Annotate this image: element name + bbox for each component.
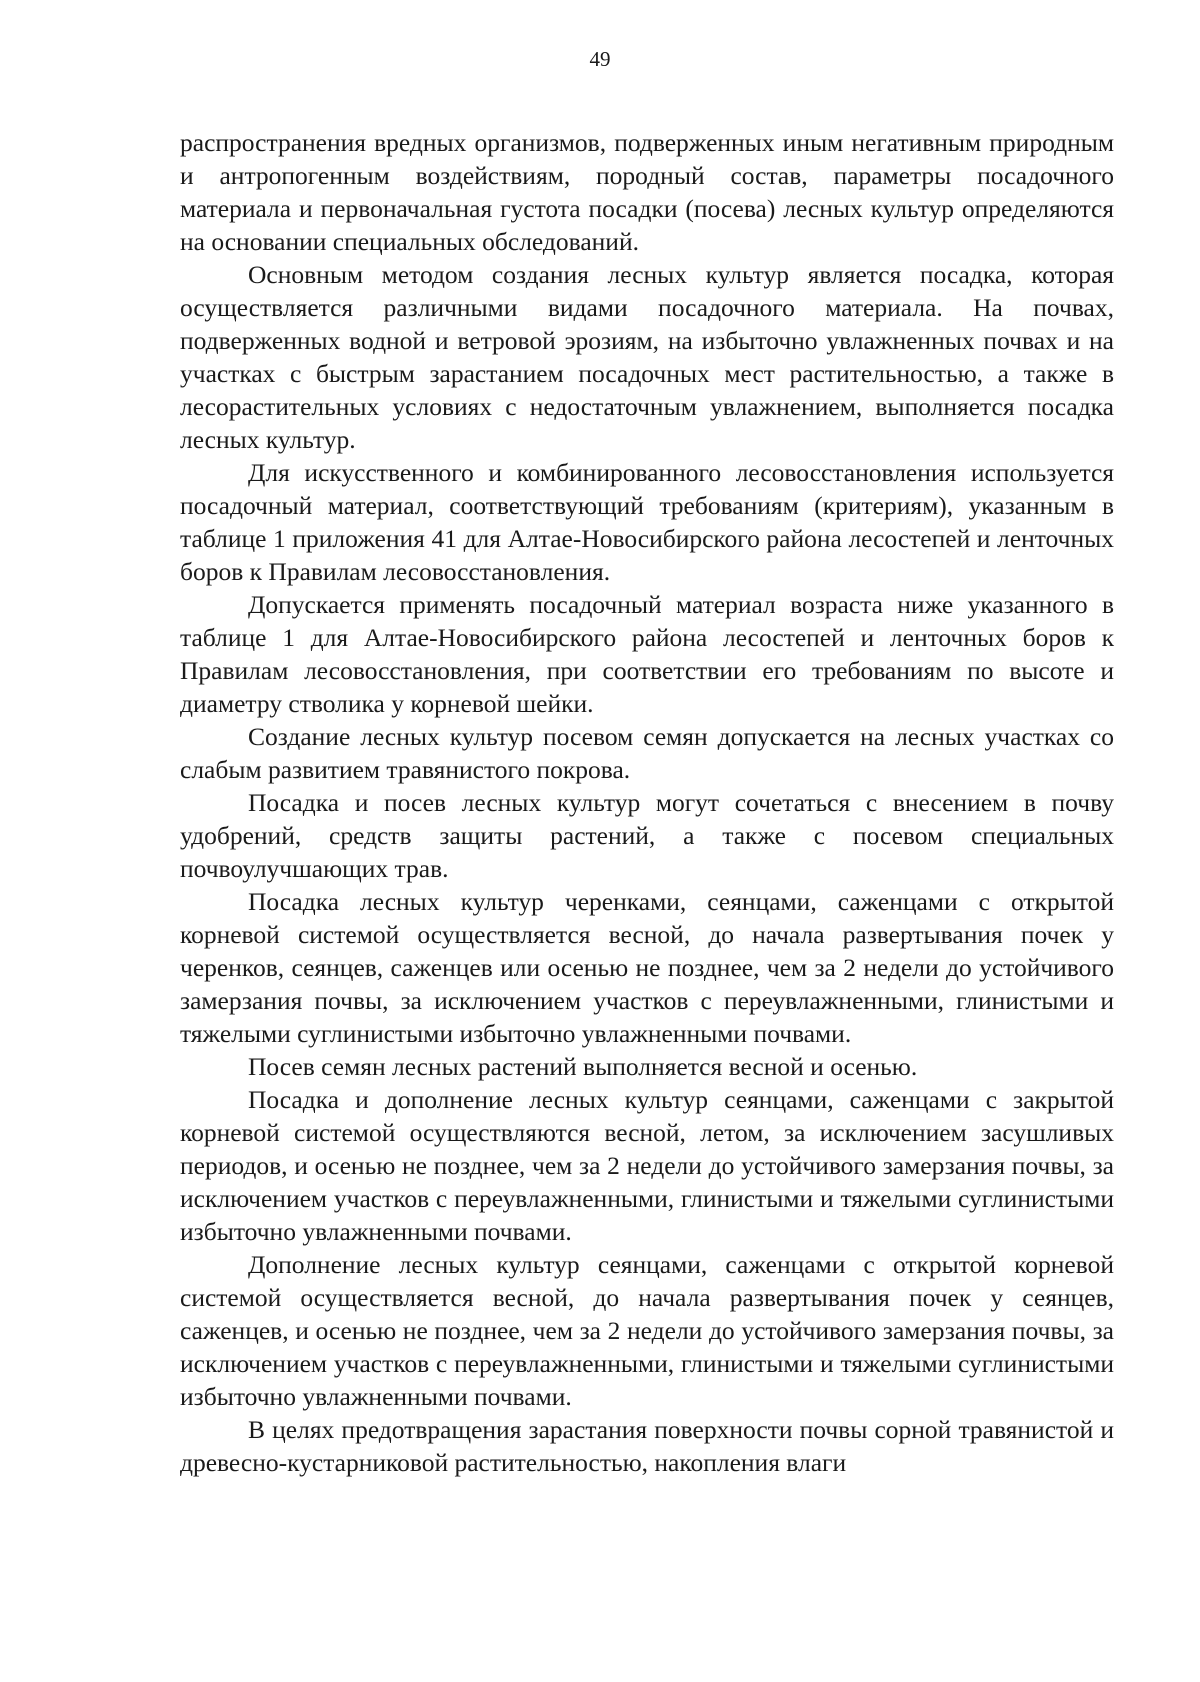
paragraph-younger-material-allowed: Допускается применять посадочный материал возраста ниже указанного в таблице 1 для Алтае-Новосибирского района лесостепей и ленточных боров к Правилам лесовосстановления, при соответствии его требованиям по высоте и диаметру стволика у корневой шейки. bbox=[180, 590, 1114, 718]
paragraph-fertilizers: Посадка и посев лесных культур могут сочетаться с внесением в почву удобрений, средств защиты растений, а также с посевом специальных почвоулучшающих трав. bbox=[180, 788, 1114, 883]
paragraph-planting-method: Основным методом создания лесных культур является посадка, которая осуществляется различными видами посадочного материала. На почвах, подверженных водной и ветровой эрозиям, на избыточно увлажненных почвах и на участках с быстрым зарастанием посадочных мест растительностью, а также в лесорастительных условиях с недостаточным увлажнением, выполняется посадка лесных культур. bbox=[180, 260, 1114, 454]
body-text bbox=[180, 126, 1114, 1479]
paragraph-sowing-season: Посев семян лесных растений выполняется весной и осенью. bbox=[248, 1052, 918, 1081]
paragraph-closed-root-planting: Посадка и дополнение лесных культур сеянцами, саженцами с закрытой корневой системой осуществляются весной, летом, за исключением засушливых периодов, и осенью не позднее, чем за 2 недели до устойчивого замерзания почвы, за исключением участков с переувлажненными, глинистыми и тяжелыми суглинистыми избыточно увлажненными почвами. bbox=[180, 1085, 1114, 1246]
paragraph-open-root-planting: Посадка лесных культур черенками, сеянцами, саженцами с открытой корневой системой осуществляется весной, до начала развертывания почек у черенков, сеянцев, саженцев или осенью не позднее, чем за 2 недели до устойчивого замерзания почвы, за исключением участков с переувлажненными, глинистыми и тяжелыми суглинистыми избыточно увлажненными почвами. bbox=[180, 887, 1114, 1048]
paragraph-seed-sowing: Создание лесных культур посевом семян допускается на лесных участках со слабым развитием травянистого покрова. bbox=[180, 722, 1114, 784]
paragraph-planting-material-requirements: Для искусственного и комбинированного лесовосстановления используется посадочный материал, соответствующий требованиям (критериям), указанным в таблице 1 приложения 41 для Алтае-Новосибирского района лесостепей и ленточных боров к Правилам лесовосстановления. bbox=[180, 458, 1114, 586]
paragraph-weed-prevention: В целях предотвращения зарастания поверхности почвы сорной травянистой и древесно-кустарниковой растительностью, накопления влаги bbox=[180, 1415, 1114, 1477]
page-number: 49 bbox=[589, 47, 611, 71]
paragraph-open-root-supplement: Дополнение лесных культур сеянцами, саженцами с открытой корневой системой осуществляется весной, до начала развертывания почек у сеянцев, саженцев, и осенью не позднее, чем за 2 недели до устойчивого замерзания почвы, за исключением участков с переувлажненными, глинистыми и тяжелыми суглинистыми избыточно увлажненными почвами. bbox=[180, 1250, 1114, 1411]
paragraph-continuation: распространения вредных организмов, подверженных иным негативным природным и антропогенным воздействиям, породный состав, параметры посадочного материала и первоначальная густота посадки (посева) лесных культур определяются на основании специальных обследований. bbox=[180, 128, 1114, 256]
